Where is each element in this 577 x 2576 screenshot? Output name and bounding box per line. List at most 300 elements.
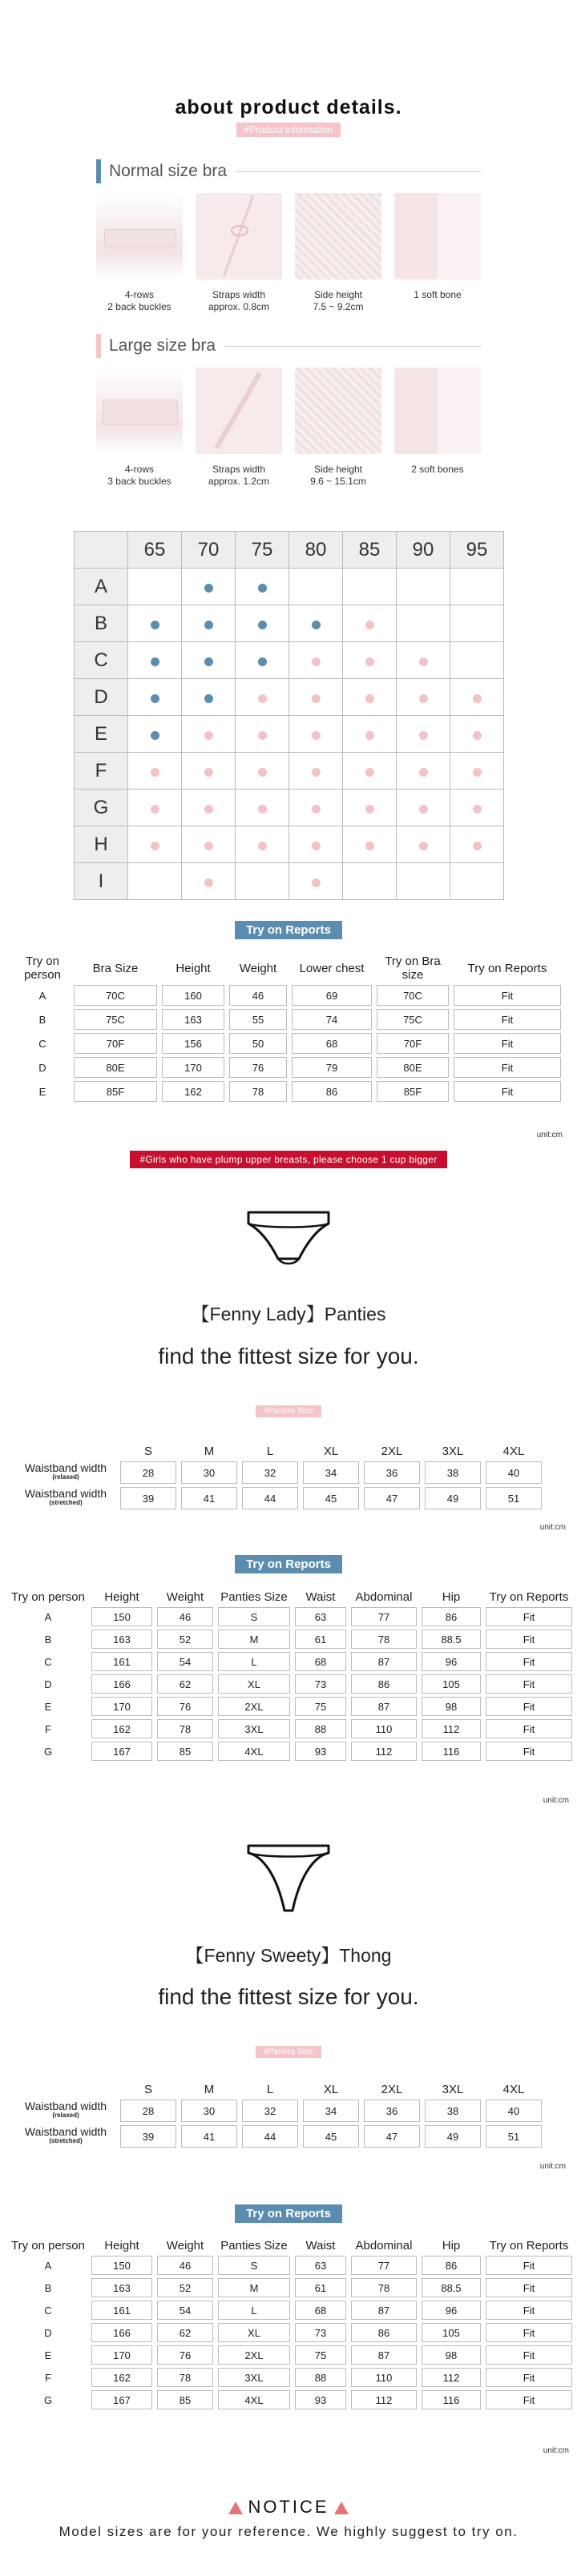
availability-dot <box>258 731 267 740</box>
table-cell: XL <box>218 2323 290 2342</box>
panties-reports-table <box>5 1587 577 1764</box>
grid-cell <box>343 863 397 900</box>
table-cell: 163 <box>91 2278 152 2297</box>
table-row <box>10 1697 572 1716</box>
accent-bar <box>96 159 101 183</box>
grid-cell <box>397 826 450 863</box>
bone-photo <box>394 368 481 454</box>
table-cell: C <box>44 1655 52 1668</box>
thumb-buckles <box>96 368 183 488</box>
table-cell: Fit <box>454 985 561 1006</box>
table-row <box>10 1674 572 1694</box>
table-cell: 39 <box>120 2125 176 2148</box>
grid-cell <box>397 790 450 826</box>
table-cell: 78 <box>351 1630 417 1649</box>
table-cell: 55 <box>229 1009 287 1030</box>
caption: 1 soft bone <box>414 289 462 300</box>
thumb-buckles <box>96 193 183 313</box>
table-cell: 49 <box>425 1487 481 1509</box>
table-cell: F <box>45 1722 51 1735</box>
size-header: M <box>204 2083 215 2096</box>
table-cell: 116 <box>422 1742 481 1761</box>
table-cell: 86 <box>351 1674 417 1694</box>
table-cell: 77 <box>351 2256 417 2275</box>
grid-cell <box>343 605 397 642</box>
table-cell: 36 <box>364 2100 420 2122</box>
table-cell: D <box>44 2326 52 2339</box>
thumb-side <box>295 193 381 313</box>
availability-dot <box>204 621 213 629</box>
table-row <box>16 1461 542 1484</box>
table-cell: 34 <box>303 1461 359 1484</box>
table-cell: 30 <box>181 2100 237 2122</box>
table-cell: B <box>38 1013 46 1026</box>
size-header: XL <box>323 1445 339 1458</box>
caption: Side height <box>313 464 363 475</box>
band-header: 85 <box>343 532 397 569</box>
thong-waist-table <box>11 2080 547 2151</box>
table-cell: Fit <box>486 2256 572 2275</box>
column-header: Lower chest <box>299 961 365 975</box>
table-cell: 167 <box>91 1742 152 1761</box>
table-cell: E <box>38 1085 46 1098</box>
try-on-reports-label: Try on Reports <box>235 2204 342 2223</box>
table-cell: 150 <box>91 2256 152 2275</box>
column-header: Hip <box>442 2239 461 2252</box>
accent-bar <box>96 334 101 358</box>
grid-cell <box>343 716 397 753</box>
table-cell: 62 <box>157 1674 213 1694</box>
grid-cell <box>182 716 236 753</box>
column-header: Try on person <box>11 2239 85 2252</box>
normal-thumbs <box>96 193 481 313</box>
column-header: Height <box>104 2239 139 2252</box>
cup-header: A <box>75 569 128 605</box>
availability-dot <box>151 842 159 850</box>
grid-cell <box>128 642 182 679</box>
table-cell: 156 <box>162 1033 224 1054</box>
row-label-main: Waistband width <box>24 1487 107 1500</box>
table-row <box>10 1652 572 1671</box>
availability-dot <box>312 768 321 777</box>
grid-cell <box>343 790 397 826</box>
grid-cell <box>343 826 397 863</box>
normal-size-heading <box>96 159 481 183</box>
grid-row <box>75 863 504 900</box>
table-row <box>10 2278 572 2297</box>
table-cell: 70C <box>377 985 449 1006</box>
availability-dot <box>204 731 213 740</box>
table-cell: 34 <box>303 2100 359 2122</box>
table-cell: 38 <box>425 1461 481 1484</box>
thong-reports-table <box>5 2236 577 2413</box>
row-label <box>16 1487 115 1509</box>
table-cell: D <box>44 1678 52 1690</box>
table-cell: G <box>43 2393 53 2406</box>
availability-dot <box>365 768 374 777</box>
table-cell: 170 <box>91 2345 152 2365</box>
grid-cell <box>128 605 182 642</box>
cup-header: D <box>75 679 128 716</box>
row-label-main: Waistband width <box>24 2100 107 2112</box>
table-cell: 44 <box>242 1487 298 1509</box>
thumb-straps <box>196 368 282 488</box>
availability-dot <box>365 805 374 814</box>
grid-cell <box>397 642 450 679</box>
table-cell: 98 <box>422 1697 481 1716</box>
table-cell: 112 <box>422 2368 481 2387</box>
table-cell: 112 <box>351 1742 417 1761</box>
large-size-title: Large size bra <box>109 336 216 355</box>
warning-icon <box>228 2502 243 2514</box>
table-cell: 88 <box>295 2368 346 2387</box>
table-cell: B <box>44 1633 52 1646</box>
table-cell: 78 <box>229 1081 287 1102</box>
grid-cell <box>289 605 343 642</box>
table-cell: Fit <box>486 1607 572 1626</box>
availability-dot <box>419 768 428 777</box>
table-cell: C <box>44 2304 52 2317</box>
table-cell: 47 <box>364 1487 420 1509</box>
thumb-bone <box>394 193 481 313</box>
table-cell: 68 <box>295 1652 346 1671</box>
grid-corner <box>75 532 128 569</box>
try-on-reports-label: Try on Reports <box>235 921 342 939</box>
panties-waist-table <box>11 1441 547 1513</box>
grid-cell <box>450 605 504 642</box>
table-cell: 105 <box>422 1674 481 1694</box>
column-header: Weight <box>166 1590 204 1604</box>
table-row <box>10 2345 572 2365</box>
table-cell: 50 <box>229 1033 287 1054</box>
grid-cell <box>182 790 236 826</box>
availability-dot <box>151 694 159 703</box>
availability-dot <box>312 731 321 740</box>
grid-cell <box>289 642 343 679</box>
grid-cell <box>236 826 289 863</box>
availability-dot <box>312 621 321 629</box>
grid-cell <box>289 716 343 753</box>
product-info-pill: #Product information <box>236 123 341 137</box>
table-cell: A <box>38 989 46 1002</box>
thong-title: 【Fenny Sweety】Thong <box>185 1945 392 1966</box>
table-cell: 51 <box>486 2125 542 2148</box>
availability-dot <box>365 731 374 740</box>
table-cell: B <box>44 2281 52 2294</box>
bra-back-photo <box>96 368 183 454</box>
availability-dot <box>258 584 267 593</box>
table-cell: 88.5 <box>422 2278 481 2297</box>
column-header: Try on person <box>11 1590 85 1604</box>
table-cell: 30 <box>181 1461 237 1484</box>
table-cell: 75C <box>377 1009 449 1030</box>
table-cell: 28 <box>120 2100 176 2122</box>
unit-label: unit:cm <box>543 2446 569 2455</box>
grid-cell <box>128 826 182 863</box>
notice-heading <box>0 2497 577 2518</box>
band-header: 70 <box>182 532 236 569</box>
table-cell: 44 <box>242 2125 298 2148</box>
grid-row <box>75 790 504 826</box>
grid-cell <box>128 863 182 900</box>
panties-subtitle: find the fittest size for you. <box>158 1344 419 1368</box>
table-cell: 3XL <box>218 1719 290 1738</box>
table-row <box>10 1719 572 1738</box>
table-cell: 77 <box>351 1607 417 1626</box>
table-row <box>16 1081 561 1102</box>
availability-dot <box>473 731 482 740</box>
table-cell: 68 <box>292 1033 372 1054</box>
table-row <box>10 2390 572 2409</box>
caption: 4-rows <box>124 464 154 475</box>
table-cell: 63 <box>295 1607 346 1626</box>
size-header: S <box>143 2083 152 2096</box>
row-label-main: Waistband width <box>24 1461 107 1474</box>
table-row <box>16 1487 542 1509</box>
grid-cell <box>289 569 343 605</box>
column-header: Try on Reports <box>467 961 547 975</box>
availability-dot <box>258 842 267 850</box>
grid-cell <box>128 753 182 790</box>
table-cell: E <box>44 1700 52 1713</box>
grid-cell <box>182 863 236 900</box>
grid-cell <box>182 605 236 642</box>
table-cell: 85F <box>377 1081 449 1102</box>
cup-header: H <box>75 826 128 863</box>
table-row <box>16 985 561 1006</box>
column-header: Try on Reports <box>489 2239 569 2252</box>
column-header: Waist <box>305 1590 336 1604</box>
caption: Side height <box>313 289 363 300</box>
grid-cell <box>236 642 289 679</box>
size-header: S <box>143 1445 152 1458</box>
table-cell: G <box>43 1745 53 1758</box>
band-header: 95 <box>450 532 504 569</box>
availability-dot <box>365 657 374 666</box>
table-cell: 93 <box>295 1742 346 1761</box>
bra-back-photo <box>96 193 183 279</box>
column-header: Abdominal <box>355 1590 413 1604</box>
table-cell: 62 <box>157 2323 213 2342</box>
column-header: Weight <box>166 2239 204 2252</box>
column-header: Panties Size <box>220 1590 288 1604</box>
caption: 4-rows <box>124 289 154 300</box>
availability-dot <box>419 805 428 814</box>
table-cell: Fit <box>486 2345 572 2365</box>
divider <box>225 346 481 347</box>
table-cell: E <box>44 2349 52 2361</box>
grid-cell <box>450 569 504 605</box>
panties-title: 【Fenny Lady】Panties <box>191 1304 386 1324</box>
table-cell: 78 <box>351 2278 417 2297</box>
availability-dot <box>473 768 482 777</box>
table-cell: S <box>218 2256 290 2275</box>
row-label <box>16 2125 115 2148</box>
grid-row <box>75 753 504 790</box>
availability-dot <box>473 842 482 850</box>
table-cell: 162 <box>91 2368 152 2387</box>
grid-cell <box>397 863 450 900</box>
row-label <box>16 2100 115 2122</box>
table-cell: 87 <box>351 1697 417 1716</box>
table-cell: 54 <box>157 1652 213 1671</box>
table-cell: 4XL <box>218 2390 290 2409</box>
strap-photo <box>196 368 282 454</box>
grid-cell <box>289 679 343 716</box>
panties-size-pill: #Panties Size <box>256 1405 321 1417</box>
grid-cell <box>343 569 397 605</box>
table-cell: 86 <box>422 2256 481 2275</box>
availability-dot <box>204 805 213 814</box>
table-cell: C <box>38 1037 46 1050</box>
table-cell: 52 <box>157 1630 213 1649</box>
thong-subtitle: find the fittest size for you. <box>158 1984 419 2009</box>
table-header-row <box>10 2239 572 2252</box>
availability-dot <box>419 731 428 740</box>
table-cell: Fit <box>486 1652 572 1671</box>
size-header: 3XL <box>442 1445 464 1458</box>
table-cell: 39 <box>120 1487 176 1509</box>
grid-cell <box>343 753 397 790</box>
caption: 7.5 ~ 9.2cm <box>313 301 364 312</box>
table-cell: 36 <box>364 1461 420 1484</box>
unit-label: unit:cm <box>539 2162 566 2171</box>
table-cell: 167 <box>91 2390 152 2409</box>
table-cell: 166 <box>91 2323 152 2342</box>
table-cell: Fit <box>486 2323 572 2342</box>
table-cell: 76 <box>157 2345 213 2365</box>
cup-advice-banner: #Girls who have plump upper breasts, please choose 1 cup bigger <box>130 1151 446 1168</box>
table-cell: 110 <box>351 1719 417 1738</box>
grid-cell <box>450 716 504 753</box>
thong-size-pill: #Panties Size <box>256 2046 321 2058</box>
page-title: about product details. <box>175 96 402 119</box>
grid-cell <box>128 569 182 605</box>
grid-cell <box>450 642 504 679</box>
table-cell: 85 <box>157 2390 213 2409</box>
grid-cell <box>128 790 182 826</box>
table-cell: 46 <box>157 2256 213 2275</box>
thumb-straps <box>196 193 282 313</box>
availability-dot <box>258 768 267 777</box>
table-cell: A <box>44 2259 52 2272</box>
availability-dot <box>365 842 374 850</box>
table-cell: 161 <box>91 2301 152 2320</box>
normal-size-title: Normal size bra <box>109 162 228 180</box>
grid-cell <box>236 753 289 790</box>
table-cell: 112 <box>422 1719 481 1738</box>
availability-dot <box>204 694 213 703</box>
row-label <box>16 1461 115 1484</box>
availability-dot <box>151 621 159 629</box>
size-header: M <box>204 1445 215 1458</box>
table-cell: 76 <box>157 1697 213 1716</box>
caption: 2 soft bones <box>411 464 464 475</box>
table-cell: 170 <box>162 1057 224 1078</box>
grid-cell <box>236 679 289 716</box>
table-cell: 170 <box>91 1697 152 1716</box>
row-label-main: Waistband width <box>24 2125 107 2138</box>
row-label-sub: (relaxed) <box>52 2112 79 2119</box>
availability-dot <box>151 731 159 740</box>
row-label-sub: (stretched) <box>49 2137 83 2144</box>
table-cell: 86 <box>422 1607 481 1626</box>
availability-dot <box>204 842 213 850</box>
table-cell: 162 <box>91 1719 152 1738</box>
table-cell: 110 <box>351 2368 417 2387</box>
table-cell: 86 <box>292 1081 372 1102</box>
grid-cell <box>450 826 504 863</box>
grid-cell <box>236 605 289 642</box>
row-label-sub: (stretched) <box>49 1499 83 1506</box>
size-header: XL <box>323 2083 339 2096</box>
grid-cell <box>182 569 236 605</box>
availability-dot <box>312 878 321 887</box>
size-header: 4XL <box>502 1445 525 1458</box>
table-cell: D <box>38 1061 46 1074</box>
cup-header: G <box>75 790 128 826</box>
grid-row <box>75 605 504 642</box>
panties-icon <box>0 1209 577 1274</box>
table-cell: 41 <box>181 1487 237 1509</box>
grid-cell <box>182 826 236 863</box>
caption: 9.6 ~ 15.1cm <box>310 476 366 487</box>
table-cell: Fit <box>486 2278 572 2297</box>
band-header: 65 <box>128 532 182 569</box>
caption: 2 back buckles <box>107 301 171 312</box>
bone-photo <box>394 193 481 279</box>
table-cell: 78 <box>157 1719 213 1738</box>
table-cell: Fit <box>454 1057 561 1078</box>
side-lace-photo <box>295 193 381 279</box>
availability-dot <box>473 694 482 703</box>
table-cell: 46 <box>229 985 287 1006</box>
table-cell: 51 <box>486 1487 542 1509</box>
table-cell: 88 <box>295 1719 346 1738</box>
grid-cell <box>128 679 182 716</box>
large-thumbs <box>96 368 481 488</box>
grid-cell <box>450 863 504 900</box>
grid-cell <box>397 679 450 716</box>
table-cell: 2XL <box>218 1697 290 1716</box>
table-cell: 70C <box>74 985 157 1006</box>
table-cell: 161 <box>91 1652 152 1671</box>
column-header: Abdominal <box>355 2239 413 2252</box>
availability-dot <box>312 842 321 850</box>
column-header: Bra Size <box>92 961 139 975</box>
table-cell: 32 <box>242 2100 298 2122</box>
band-header: 80 <box>289 532 343 569</box>
table-row <box>16 2100 542 2122</box>
grid-cell <box>450 679 504 716</box>
grid-cell <box>289 863 343 900</box>
table-cell: 2XL <box>218 2345 290 2365</box>
table-header-row <box>16 954 561 982</box>
availability-dot <box>473 805 482 814</box>
table-cell: 93 <box>295 2390 346 2409</box>
band-header: 75 <box>236 532 289 569</box>
availability-dot <box>365 621 374 629</box>
column-header: Height <box>104 1590 139 1604</box>
cup-header: E <box>75 716 128 753</box>
availability-dot <box>258 805 267 814</box>
column-header: Panties Size <box>220 2239 288 2252</box>
grid-cell <box>289 753 343 790</box>
table-cell: 3XL <box>218 2368 290 2387</box>
table-row <box>10 2368 572 2387</box>
band-header: 90 <box>397 532 450 569</box>
table-cell: A <box>44 1610 52 1623</box>
